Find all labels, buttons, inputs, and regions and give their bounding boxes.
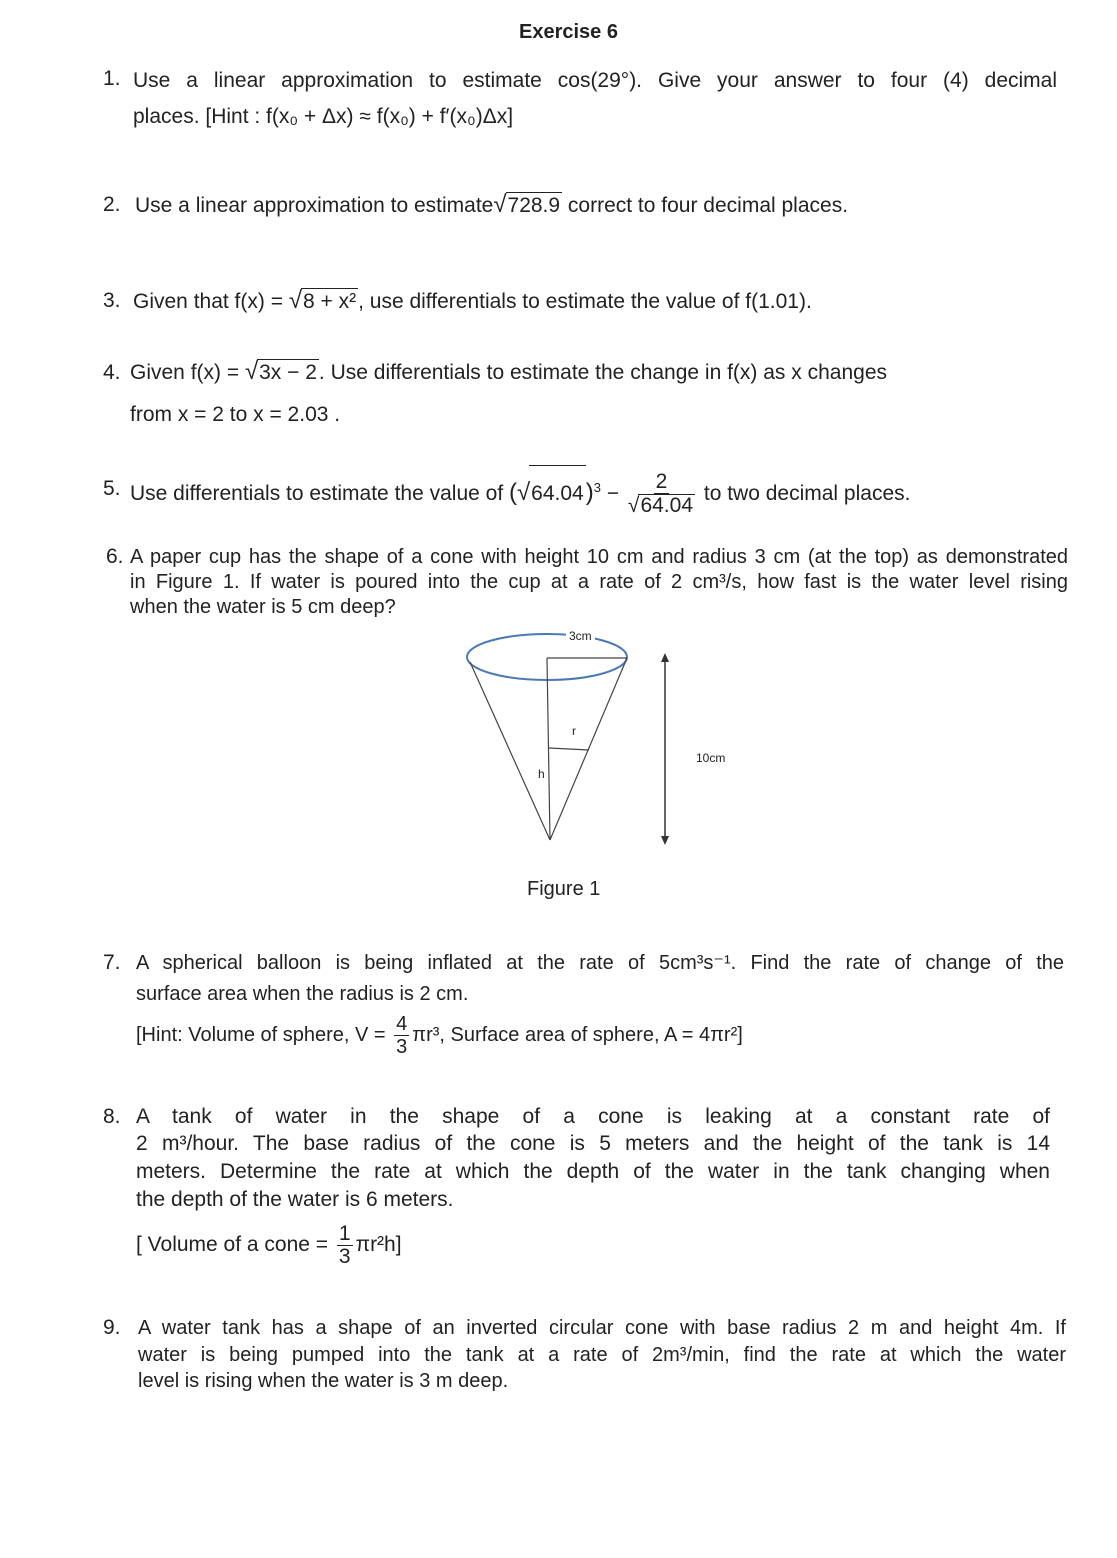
q8-line1: A tank of water in the shape of a cone is leaking at a constant rate of [136, 1105, 1050, 1128]
q8-frac-den: 3 [338, 1244, 351, 1268]
paren-open: ( [509, 479, 517, 506]
sqrt-icon: √ [517, 479, 531, 506]
q7-fraction [394, 1013, 409, 1058]
q4-before: Given f(x) = [130, 361, 245, 384]
q9-line3: level is rising when the water is 3 m deep. [138, 1370, 509, 1392]
q8-frac-num: 1 [338, 1221, 351, 1245]
q3-text [133, 288, 812, 315]
q5-after: to two decimal places. [703, 482, 911, 505]
cone-figure [460, 620, 760, 860]
arrow-up-icon [661, 653, 669, 662]
q4-number: 4. [103, 361, 121, 384]
q5-frac-den-wrap [628, 494, 695, 517]
q4-line1 [130, 359, 887, 386]
q5-radicand: 64.04 [529, 465, 586, 522]
q8-line2: 2 m³/hour. The base radius of the cone is 5 meters and the height of the tank is 14 [136, 1132, 1050, 1155]
q3-number: 3. [103, 289, 121, 312]
q2-before: Use a linear approximation to estimate [135, 194, 494, 217]
q8-hint [136, 1220, 402, 1270]
q7-hint-before: [Hint: Volume of sphere, V = [136, 1024, 392, 1046]
sqrt-icon: √ [627, 494, 640, 518]
q3-before: Given that f(x) = [133, 290, 289, 313]
q9-line2: water is being pumped into the tank at a rate of 2m³/min, find the rate at which the water [138, 1344, 1066, 1366]
q4-radicand: 3x − 2 [259, 361, 317, 384]
figure-radius-label: 3cm [566, 623, 595, 649]
cone-left-edge [470, 662, 550, 840]
q9-number: 9. [103, 1316, 121, 1339]
q7-number: 7. [103, 951, 121, 974]
q8-fraction [337, 1223, 353, 1268]
q5-frac-den: 64.04 [640, 494, 694, 518]
q6-line3: when the water is 5 cm deep? [130, 596, 396, 618]
q4-line2: from x = 2 to x = 2.03 . [130, 403, 341, 426]
figure-r-label: r [572, 724, 576, 738]
cone-axis [547, 658, 550, 840]
figure-height-label: 10cm [696, 751, 726, 765]
q8-hint-before: [ Volume of a cone = [136, 1233, 334, 1256]
q1-number: 1. [103, 67, 121, 90]
arrow-down-icon [661, 836, 669, 845]
q7-hint-after: πr³, Surface area of sphere, A = 4πr²] [412, 1024, 743, 1046]
figure-caption: Figure 1 [527, 878, 601, 900]
q7-frac-den: 3 [396, 1036, 408, 1059]
q8-hint-after: πr²h] [355, 1233, 402, 1256]
q2-after: correct to four decimal places. [567, 194, 849, 217]
q5-frac-num: 2 [655, 470, 668, 494]
page-title: Exercise 6 [519, 21, 618, 43]
q6-line2: in Figure 1. If water is poured into the cup at a rate of 2 cm³/s, how fast is the water level rising [130, 571, 1068, 593]
q9-line1: A water tank has a shape of an inverted circular cone with base radius 2 m and height 4m. If [138, 1317, 1066, 1339]
q3-radicand: 8 + x² [302, 290, 357, 313]
q5-fraction [628, 471, 695, 517]
q7-line2: surface area when the radius is 2 cm. [136, 983, 469, 1005]
q5-before: Use differentials to estimate the value of [130, 482, 504, 505]
sqrt-icon: √ [288, 287, 302, 314]
q8-number: 8. [103, 1105, 121, 1128]
q5-minus: − [606, 482, 620, 505]
q8-line4: the depth of the water is 6 meters. [136, 1188, 454, 1211]
sqrt-icon: √ [493, 191, 507, 218]
q8-line3: meters. Determine the rate at which the depth of the water in the tank changing when [136, 1160, 1050, 1183]
q4-after: . Use differentials to estimate the change in f(x) as x changes [318, 361, 887, 384]
q6-line1: A paper cup has the shape of a cone with height 10 cm and radius 3 cm (at the top) as demonstrated [130, 546, 1068, 568]
q5-text [130, 460, 910, 522]
q6-number: 6. [106, 545, 124, 568]
sqrt-icon: √ [244, 358, 259, 385]
q7-hint [136, 1010, 743, 1060]
water-radius-line [549, 748, 589, 750]
figure-h-label: h [538, 767, 545, 781]
q5-exponent: 3 [593, 480, 601, 495]
q2-number: 2. [103, 193, 121, 216]
q5-number: 5. [103, 477, 121, 500]
q2-radicand: 728.9 [507, 194, 561, 217]
q7-frac-num: 4 [396, 1013, 408, 1036]
q3-after: , use differentials to estimate the value of f(1.01). [358, 290, 812, 313]
q1-line2: places. [Hint : f(x₀ + Δx) ≈ f(x₀) + f′(x₀)Δx] [133, 105, 514, 128]
q1-line1: Use a linear approximation to estimate cos(29°). Give your answer to four (4) decimal [133, 69, 1057, 92]
q7-line1: A spherical balloon is being inflated at the rate of 5cm³s⁻¹. Find the rate of change of the [136, 952, 1064, 974]
paren-close: ) [585, 479, 594, 506]
q2-text [135, 192, 848, 219]
